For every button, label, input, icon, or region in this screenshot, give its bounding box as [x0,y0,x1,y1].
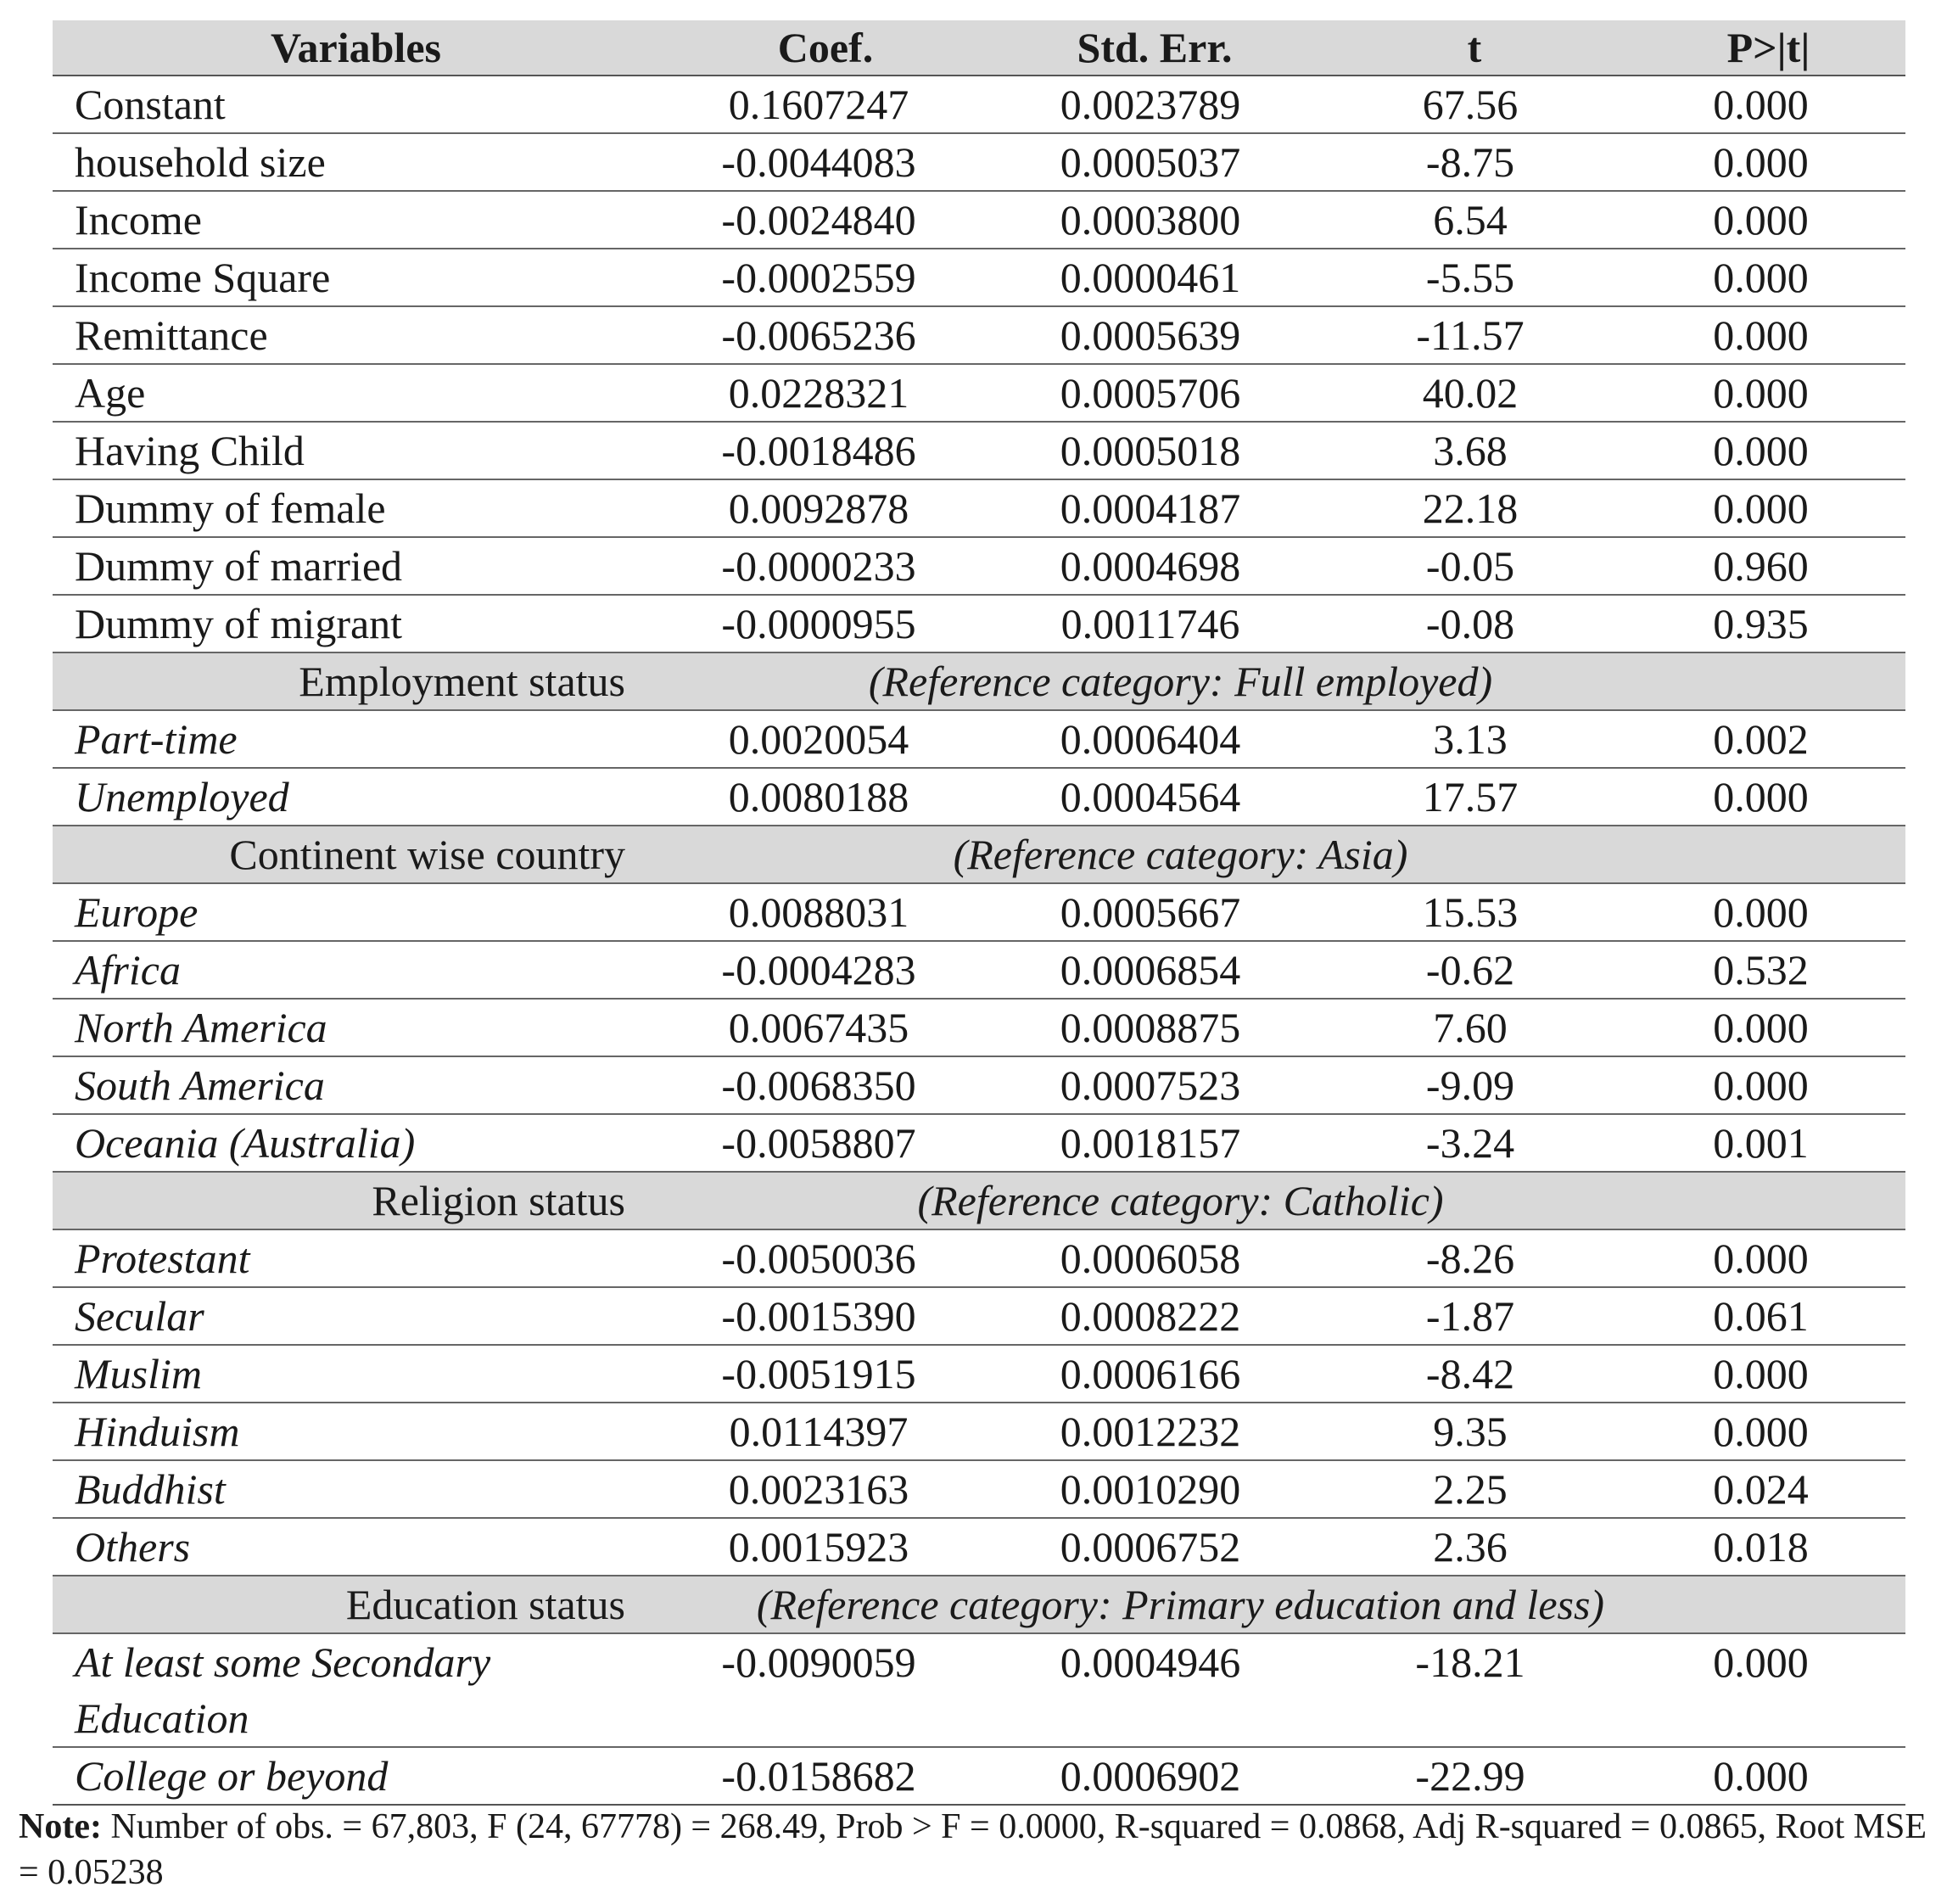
t-value: 6.54 [1318,191,1631,249]
t-value: -18.21 [1318,1633,1631,1747]
coef-value: 0.0015923 [659,1518,992,1576]
t-value: -5.55 [1318,249,1631,306]
coef-value: 0.0020054 [659,710,992,768]
p-value: 0.532 [1631,941,1905,999]
coef-value: 0.1607247 [659,76,992,133]
table-row [53,883,1905,941]
std-err-value: 0.0023789 [992,76,1318,133]
table-row [53,133,1905,191]
coef-value: -0.0068350 [659,1056,992,1114]
table-row [53,1633,1905,1747]
table-row [53,710,1905,768]
std-err-value: 0.0006058 [992,1229,1318,1287]
category-row [53,826,1905,883]
t-value: 15.53 [1318,883,1631,941]
std-err-value: 0.0006404 [992,710,1318,768]
t-value: 22.18 [1318,479,1631,537]
p-value: 0.000 [1631,422,1905,479]
t-value: -8.75 [1318,133,1631,191]
category-name: Employment status [53,652,659,710]
coef-value: -0.0158682 [659,1747,992,1805]
p-value: 0.000 [1631,1345,1905,1403]
variable-name: North America [53,999,659,1056]
coef-value: -0.0015390 [659,1287,992,1345]
variable-name: Hinduism [53,1403,659,1460]
header-variables: Variables [53,20,659,76]
category-name: Continent wise country [53,826,659,883]
coef-value: -0.0018486 [659,422,992,479]
category-row [53,1576,1905,1633]
variable-name: household size [53,133,659,191]
coef-value: -0.0090059 [659,1633,992,1747]
std-err-value: 0.0005639 [992,306,1318,364]
variable-name: Constant [53,76,659,133]
std-err-value: 0.0018157 [992,1114,1318,1172]
t-value: 9.35 [1318,1403,1631,1460]
variable-name: Europe [53,883,659,941]
p-value: 0.000 [1631,249,1905,306]
variable-name: Protestant [53,1229,659,1287]
variable-name: Remittance [53,306,659,364]
table-row [53,364,1905,422]
coef-value: -0.0065236 [659,306,992,364]
coef-value: 0.0088031 [659,883,992,941]
table-row [53,1229,1905,1287]
table-row [53,537,1905,595]
table-row [53,941,1905,999]
coef-value: -0.0050036 [659,1229,992,1287]
variable-name: At least some Secondary Education [53,1633,659,1747]
table-row [53,76,1905,133]
p-value: 0.000 [1631,76,1905,133]
regression-table [53,20,1905,1806]
p-value: 0.000 [1631,999,1905,1056]
std-err-value: 0.0006854 [992,941,1318,999]
coef-value: 0.0228321 [659,364,992,422]
variable-name: Others [53,1518,659,1576]
std-err-value: 0.0005706 [992,364,1318,422]
variable-name: Dummy of migrant [53,595,659,652]
coef-value: -0.0000955 [659,595,992,652]
t-value: 3.68 [1318,422,1631,479]
coef-value: -0.0051915 [659,1345,992,1403]
p-value: 0.018 [1631,1518,1905,1576]
p-value: 0.000 [1631,1633,1905,1747]
t-value: -8.26 [1318,1229,1631,1287]
std-err-value: 0.0012232 [992,1403,1318,1460]
t-value: -0.62 [1318,941,1631,999]
header-p-value: P>|t| [1631,20,1905,76]
t-value: -0.08 [1318,595,1631,652]
note-label: Note: [19,1807,102,1846]
t-value: -9.09 [1318,1056,1631,1114]
std-err-value: 0.0005037 [992,133,1318,191]
variable-name: Africa [53,941,659,999]
table-row [53,306,1905,364]
variable-name: Having Child [53,422,659,479]
p-value: 0.000 [1631,883,1905,941]
variable-name: Dummy of female [53,479,659,537]
p-value: 0.000 [1631,768,1905,826]
table-body [53,76,1905,1805]
variable-name: Oceania (Australia) [53,1114,659,1172]
p-value: 0.000 [1631,364,1905,422]
p-value: 0.000 [1631,1229,1905,1287]
t-value: -0.05 [1318,537,1631,595]
t-value: 2.25 [1318,1460,1631,1518]
coef-value: 0.0080188 [659,768,992,826]
variable-name: Buddhist [53,1460,659,1518]
std-err-value: 0.0004564 [992,768,1318,826]
table-row [53,1114,1905,1172]
p-value: 0.000 [1631,1056,1905,1114]
reference-category: (Reference category: Primary education and less) [659,1576,1905,1633]
table-row [53,1403,1905,1460]
p-value: 0.002 [1631,710,1905,768]
coef-value: -0.0000233 [659,537,992,595]
std-err-value: 0.0006166 [992,1345,1318,1403]
table-row [53,191,1905,249]
std-err-value: 0.0005667 [992,883,1318,941]
t-value: 40.02 [1318,364,1631,422]
p-value: 0.061 [1631,1287,1905,1345]
t-value: 3.13 [1318,710,1631,768]
p-value: 0.000 [1631,479,1905,537]
coef-value: -0.0024840 [659,191,992,249]
header-t: t [1318,20,1631,76]
coef-value: 0.0114397 [659,1403,992,1460]
coef-value: -0.0004283 [659,941,992,999]
coef-value: 0.0067435 [659,999,992,1056]
variable-name: South America [53,1056,659,1114]
std-err-value: 0.0005018 [992,422,1318,479]
std-err-value: 0.0006752 [992,1518,1318,1576]
table-row [53,422,1905,479]
t-value: -11.57 [1318,306,1631,364]
coef-value: -0.0002559 [659,249,992,306]
reference-category: (Reference category: Catholic) [659,1172,1905,1229]
table-row [53,1518,1905,1576]
std-err-value: 0.0008222 [992,1287,1318,1345]
variable-name: Income [53,191,659,249]
table-row [53,1345,1905,1403]
p-value: 0.000 [1631,133,1905,191]
variable-name: Age [53,364,659,422]
variable-name: Part-time [53,710,659,768]
table-row [53,1747,1905,1805]
std-err-value: 0.0006902 [992,1747,1318,1805]
coef-value: 0.0023163 [659,1460,992,1518]
p-value: 0.001 [1631,1114,1905,1172]
p-value: 0.960 [1631,537,1905,595]
table-row [53,1056,1905,1114]
table-note [19,1804,1936,1896]
t-value: 67.56 [1318,76,1631,133]
reference-category: (Reference category: Asia) [659,826,1905,883]
p-value: 0.935 [1631,595,1905,652]
std-err-value: 0.0004698 [992,537,1318,595]
t-value: -3.24 [1318,1114,1631,1172]
table-row [53,1460,1905,1518]
p-value: 0.000 [1631,1403,1905,1460]
reference-category: (Reference category: Full employed) [659,652,1905,710]
variable-name: Dummy of married [53,537,659,595]
p-value: 0.000 [1631,191,1905,249]
category-name: Education status [53,1576,659,1633]
header-row [53,20,1905,76]
variable-name: Secular [53,1287,659,1345]
coef-value: 0.0092878 [659,479,992,537]
header-coef: Coef. [659,20,992,76]
variable-name: Income Square [53,249,659,306]
std-err-value: 0.0011746 [992,595,1318,652]
t-value: -22.99 [1318,1747,1631,1805]
header-std-err: Std. Err. [992,20,1318,76]
coef-value: -0.0058807 [659,1114,992,1172]
std-err-value: 0.0003800 [992,191,1318,249]
variable-name: College or beyond [53,1747,659,1805]
std-err-value: 0.0000461 [992,249,1318,306]
std-err-value: 0.0004946 [992,1633,1318,1747]
p-value: 0.024 [1631,1460,1905,1518]
std-err-value: 0.0007523 [992,1056,1318,1114]
table-row [53,1287,1905,1345]
std-err-value: 0.0010290 [992,1460,1318,1518]
variable-name: Muslim [53,1345,659,1403]
table-row [53,768,1905,826]
p-value: 0.000 [1631,306,1905,364]
table-row [53,479,1905,537]
std-err-value: 0.0004187 [992,479,1318,537]
t-value: -1.87 [1318,1287,1631,1345]
category-name: Religion status [53,1172,659,1229]
std-err-value: 0.0008875 [992,999,1318,1056]
table-row [53,999,1905,1056]
note-text: Number of obs. = 67,803, F (24, 67778) = 268.49, Prob > F = 0.0000, R-squared = 0.0868, Adj R-squared = 0.0865, Root MSE = 0.05238 [19,1807,1927,1892]
category-row [53,1172,1905,1229]
p-value: 0.000 [1631,1747,1905,1805]
t-value: 17.57 [1318,768,1631,826]
table-row [53,595,1905,652]
t-value: 7.60 [1318,999,1631,1056]
table-row [53,249,1905,306]
t-value: 2.36 [1318,1518,1631,1576]
variable-name: Unemployed [53,768,659,826]
category-row [53,652,1905,710]
coef-value: -0.0044083 [659,133,992,191]
t-value: -8.42 [1318,1345,1631,1403]
